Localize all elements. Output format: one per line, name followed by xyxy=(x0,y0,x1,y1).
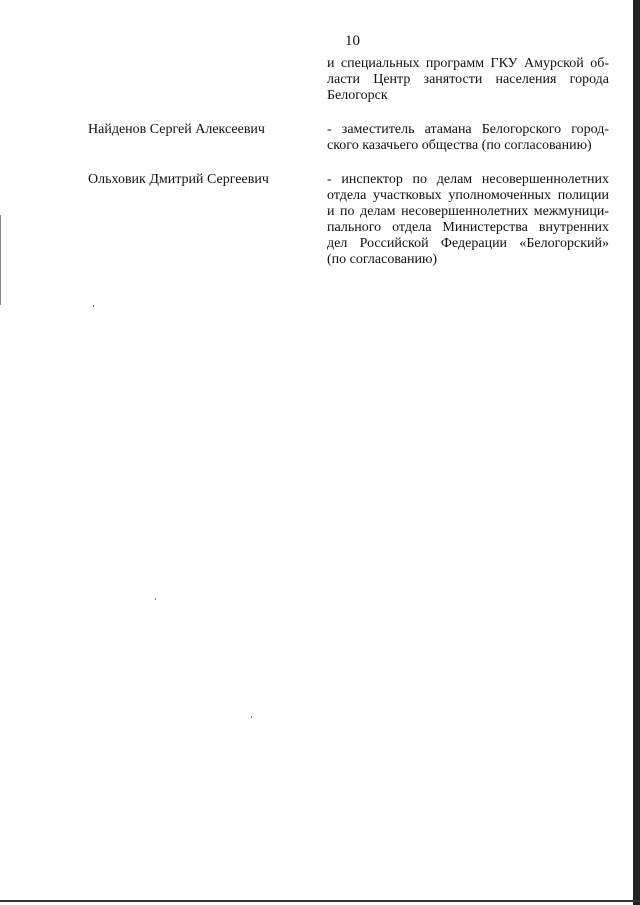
member-position xyxy=(327,122,609,154)
scan-speck xyxy=(155,598,156,600)
page-number: 10 xyxy=(345,33,360,49)
text-line: дел Российской Федерации «Белогорский» xyxy=(327,236,609,251)
text-line: и по делам несовершеннолетних межмуници- xyxy=(327,204,609,219)
text-line: и специальных программ ГКУ Амурской об- xyxy=(327,56,609,71)
scan-speck xyxy=(93,305,94,307)
member-position xyxy=(327,172,609,268)
scan-edge-right xyxy=(633,0,640,905)
member-name: Найденов Сергей Алексеевич xyxy=(88,122,265,137)
text-line: ласти Центр занятости населения города xyxy=(327,72,609,87)
text-line: - заместитель атамана Белогорского город- xyxy=(327,122,609,137)
text-line: (по согласованию) xyxy=(327,252,438,267)
scan-edge-bottom xyxy=(0,900,640,902)
scan-speck xyxy=(251,716,252,718)
text-line: Белогорск xyxy=(327,88,388,103)
member-name: Ольховик Дмитрий Сергеевич xyxy=(88,172,269,187)
text-line: ского казачьего общества (по согласованию) xyxy=(327,138,592,153)
text-line: пального отдела Министерства внутренних xyxy=(327,220,609,235)
scan-edge-left xyxy=(0,215,1,305)
text-line: - инспектор по делам несовершеннолетних xyxy=(327,172,609,187)
continuation-text xyxy=(327,56,609,104)
text-line: отдела участковых уполномоченных полиции xyxy=(327,188,609,203)
